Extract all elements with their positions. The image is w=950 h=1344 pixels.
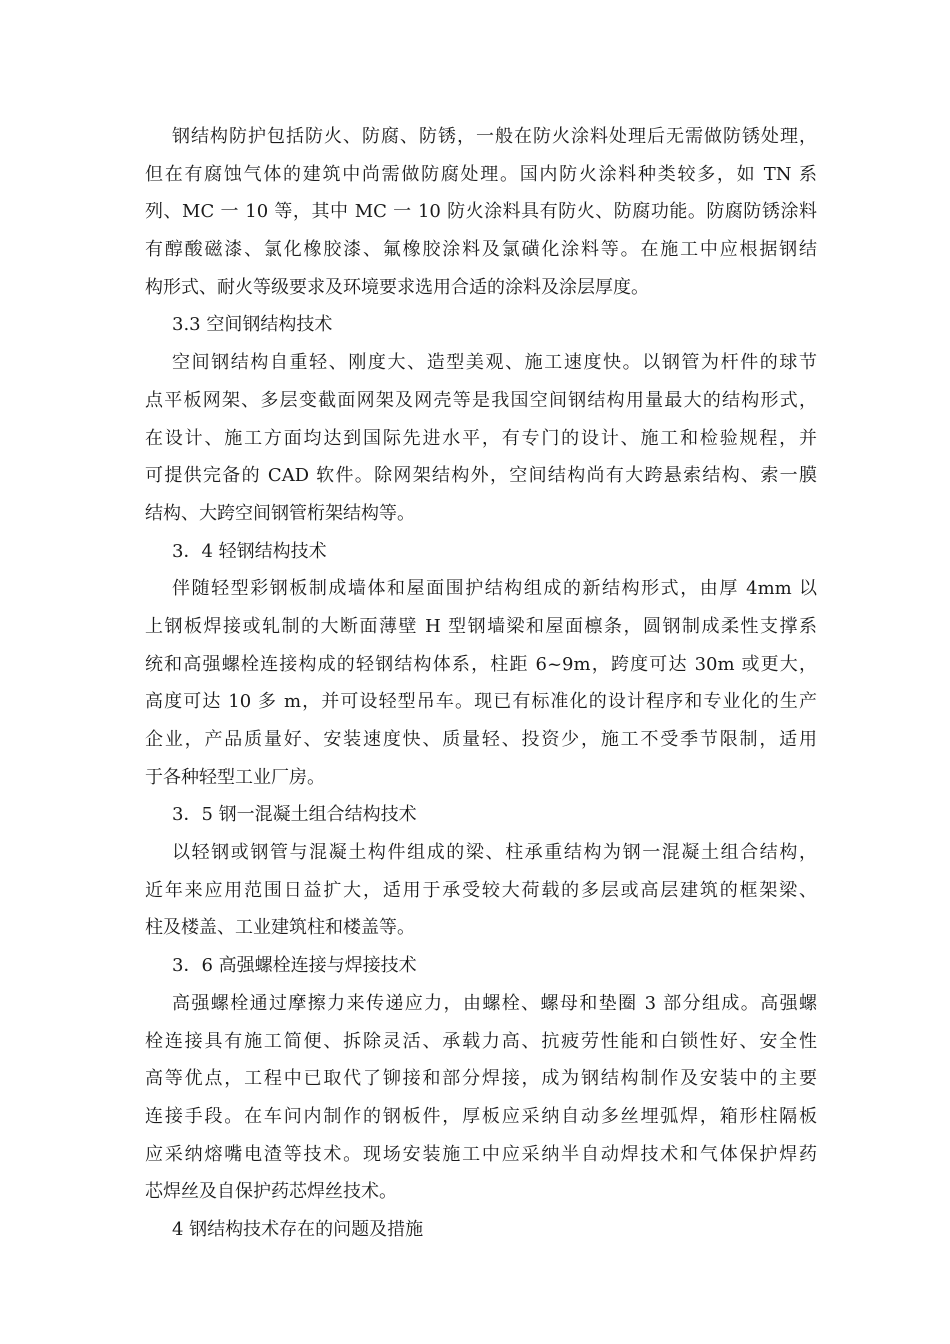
text-line: 栓连接具有施工简便、拆除灵活、承载力高、抗疲劳性能和白锁性好、安全性	[145, 1030, 817, 1052]
paragraph-bolts-welding	[145, 985, 817, 1211]
text-line: 企业，产品质量好、安装速度快、质量轻、投资少，施工不受季节限制，适用	[145, 729, 817, 750]
text-line: 芯焊丝及自保护药芯焊丝技术。	[145, 1181, 397, 1203]
document-body	[145, 118, 817, 1249]
text-line: 结构、大跨空间钢管桁架结构等。	[145, 502, 415, 524]
paragraph-protection	[145, 118, 817, 306]
section-heading-3-3: 3.3 空间钢结构技术	[172, 314, 333, 336]
text-line: 点平板网架、多层变截面网架及网壳等是我国空间钢结构用量最大的结构形式，	[145, 389, 817, 411]
text-line: 高强螺栓通过摩擦力来传递应力，由螺栓、螺母和垫圈 3 部分组成。高强螺	[172, 992, 817, 1014]
section-heading-4: 4 钢结构技术存在的问题及措施	[172, 1218, 424, 1240]
text-line: 在设计、施工方面均达到国际先进水平，有专门的设计、施工和检验规程，并	[145, 427, 817, 449]
text-line: 空间钢结构自重轻、刚度大、造型美观、施工速度快。以钢管为杆件的球节	[172, 352, 817, 374]
text-line: 柱及楼盖、工业建筑柱和楼盖等。	[145, 917, 415, 939]
section-heading-3-4: 3．4 轻钢结构技术	[172, 540, 327, 562]
text-line: 连接手段。在车问内制作的钢板件，厚板应采纳自动多丝埋弧焊，箱形柱隔板	[145, 1105, 817, 1127]
text-line: 高等优点，工程中已取代了铆接和部分焊接，成为钢结构制作及安装中的主要	[145, 1068, 817, 1090]
text-line: 但在有腐蚀气体的建筑中尚需做防腐处理。国内防火涂料种类较多，如 TN 系	[145, 163, 817, 185]
text-line: 伴随轻型彩钢板制成墙体和屋面围护结构组成的新结构形式，由厚 4mm 以	[172, 578, 817, 600]
paragraph-composite	[145, 834, 817, 947]
text-line: 可提供完备的 CAD 软件。除网架结构外，空间结构尚有大跨悬索结构、索一膜	[145, 465, 817, 487]
section-heading-3-5: 3．5 钢一混凝土组合结构技术	[172, 804, 417, 826]
text-line: 高度可达 10 多 m，并可设轻型吊车。现已有标准化的设计程序和专业化的生产	[145, 691, 817, 713]
text-line: 于各种轻型工业厂房。	[145, 766, 325, 788]
text-line: 统和高强螺栓连接构成的轻钢结构体系，柱距 6~9m，跨度可达 30m 或更大，	[145, 653, 817, 675]
section-heading-3-6: 3．6 高强螺栓连接与焊接技术	[172, 955, 417, 977]
text-line: 列、MC 一 10 等，其中 MC 一 10 防火涂料具有防火、防腐功能。防腐防锈涂料	[145, 201, 817, 223]
text-line: 有醇酸磁漆、氯化橡胶漆、氟橡胶涂料及氯磺化涂料等。在施工中应根据钢结	[145, 239, 817, 261]
text-line: 上钢板焊接或轧制的大断面薄壁 H 型钢墙梁和屋面檩条，圆钢制成柔性支撑系	[145, 615, 817, 637]
text-line: 应采纳熔嘴电渣等技术。现场安装施工中应采纳半自动焊技术和气体保护焊药	[145, 1143, 817, 1165]
text-line: 钢结构防护包括防火、防腐、防锈，一般在防火涂料处理后无需做防锈处理，	[172, 126, 817, 147]
paragraph-space-steel	[145, 344, 817, 532]
text-line: 以轻钢或钢管与混凝土构件组成的梁、柱承重结构为钢一混凝土组合结构，	[172, 842, 817, 864]
text-line: 近年来应用范围日益扩大，适用于承受较大荷载的多层或高层建筑的框架梁、	[145, 879, 817, 901]
text-line: 构形式、耐火等级要求及环境要求选用合适的涂料及涂层厚度。	[145, 276, 649, 298]
paragraph-light-steel	[145, 570, 817, 796]
